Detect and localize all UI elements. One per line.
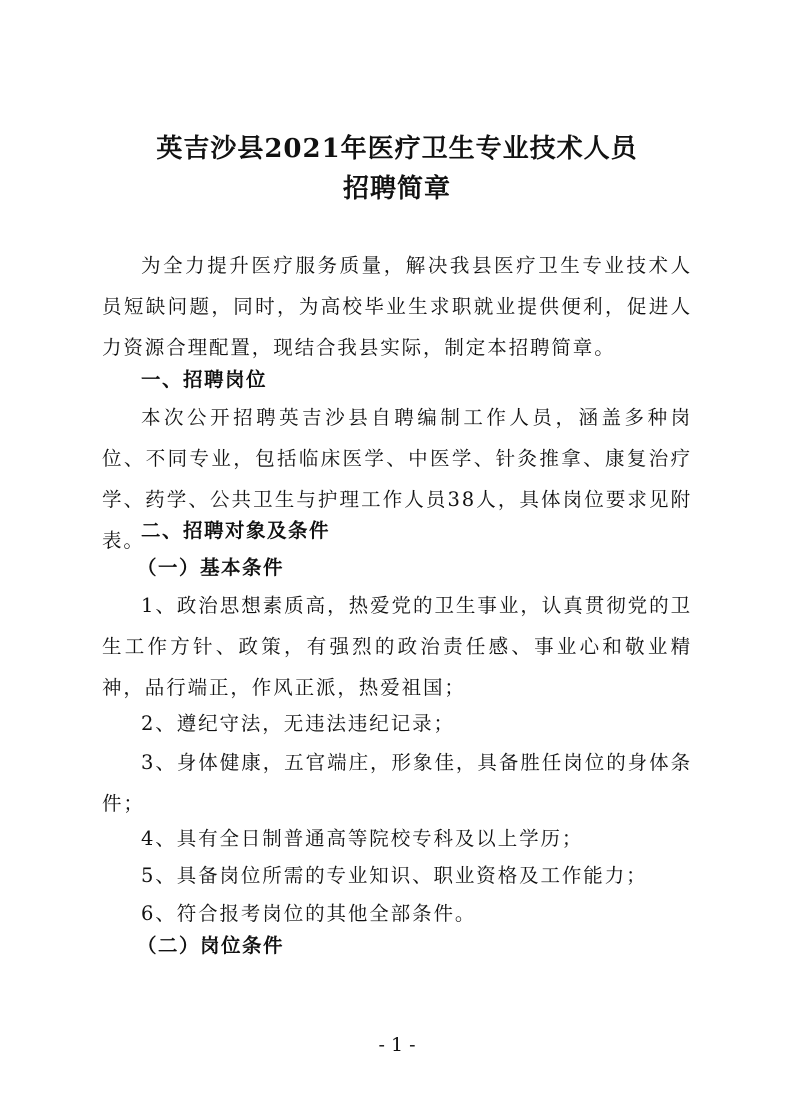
condition-item: 6、符合报考岗位的其他全部条件。	[141, 902, 477, 925]
condition-item: 2、遵纪守法，无违法违纪记录；	[141, 712, 455, 735]
page-number: - 1 -	[378, 1034, 416, 1056]
document-title-line1: 英吉沙县2021年医疗卫生专业技术人员	[156, 134, 638, 164]
condition-item: 1、政治思想素质高，热爱党的卫生事业，认真贯彻党的卫生工作方针、政策，有强烈的政治责任感、事业心和敬业精神，品行端正，作风正派，热爱祖国；	[102, 594, 692, 699]
condition-item: 3、身体健康，五官端庄，形象佳，具备胜任岗位的身体条件；	[102, 751, 692, 815]
document-title-line2: 招聘简章	[342, 174, 451, 204]
condition-item: 4、具有全日制普通高等院校专科及以上学历；	[141, 827, 584, 850]
section1-body: 本次公开招聘英吉沙县自聘编制工作人员，涵盖多种岗位、不同专业，包括临床医学、中医学、针灸推拿、康复治疗学、药学、公共卫生与护理工作人员38人，具体岗位要求见附表。	[102, 406, 692, 552]
section2-heading: 二、招聘对象及条件	[141, 519, 331, 542]
condition-item: 5、具备岗位所需的专业知识、职业资格及工作能力；	[141, 864, 648, 887]
intro-paragraph: 为全力提升医疗服务质量，解决我县医疗卫生专业技术人员短缺问题，同时，为高校毕业生求职就业提供便利，促进人力资源合理配置，现结合我县实际，制定本招聘简章。	[102, 254, 692, 359]
subsection-basic-conditions: （一）基本条件	[137, 556, 285, 579]
subsection-position-conditions: （二）岗位条件	[137, 934, 285, 957]
section1-heading: 一、招聘岗位	[141, 368, 268, 391]
